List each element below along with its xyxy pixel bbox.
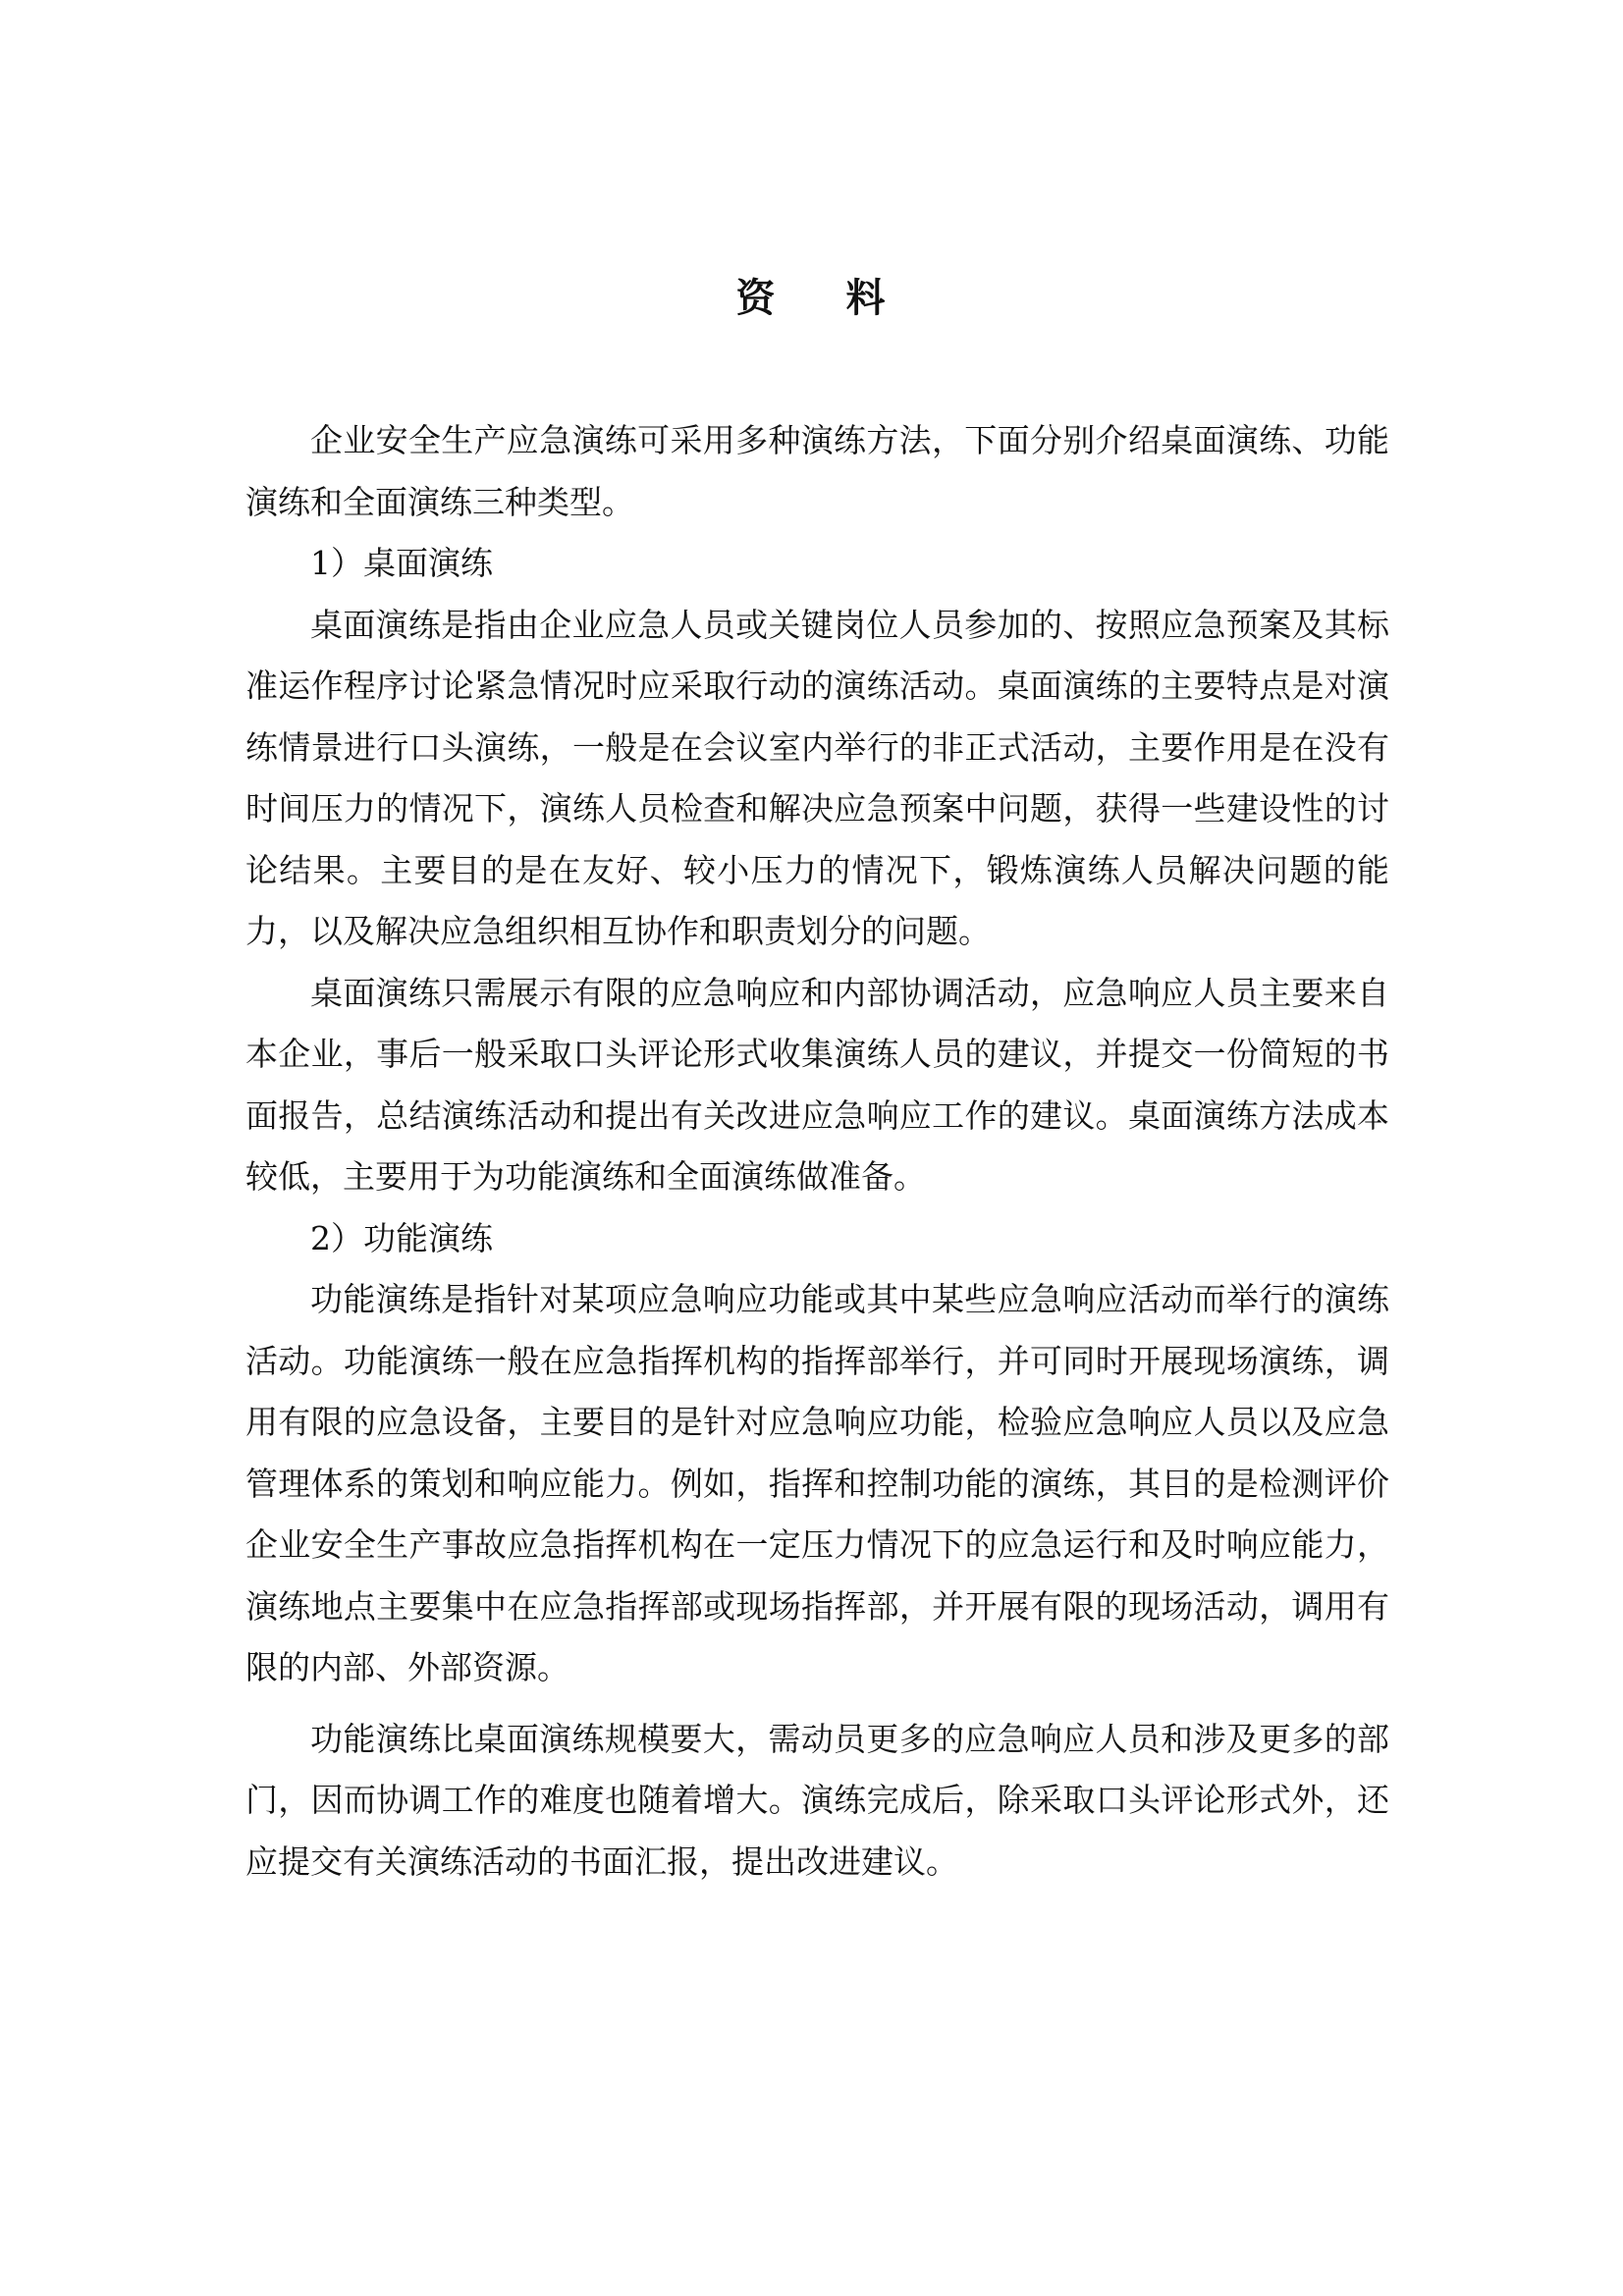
title-char-2: 料 [845,275,888,321]
tabletop-paragraph-1: 桌面演练是指由企业应急人员或关键岗位人员参加的、按照应急预案及其标准运作程序讨论紧急情况时应采取行动的演练活动。桌面演练的主要特点是对演练情景进行口头演练，一般是在会议室内举行的非正式活动，主要作用是在没有时间压力的情况下，演练人员检查和解决应急预案中问题，获得一些建设性的讨论结果。主要目的是在友好、较小压力的情况下，锻炼演练人员解决问题的能力，以及解决应急组织相互协作和职责划分的问题。 [245,605,1389,950]
functional-paragraph-1: 功能演练是指针对某项应急响应功能或其中某些应急响应活动而举行的演练活动。功能演练一般在应急指挥机构的指挥部举行，并可同时开展现场演练，调用有限的应急设备，主要目的是针对应急响应功能，检验应急响应人员以及应急管理体系的策划和响应能力。例如，指挥和控制功能的演练，其目的是检测评价企业安全生产事故应急指挥机构在一定压力情况下的应急运行和及时响应能力，演练地点主要集中在应急指挥部或现场指挥部，并开展有限的现场活动，调用有限的内部、外部资源。 [245,1280,1389,1686]
functional-paragraph-2: 功能演练比桌面演练规模要大，需动员更多的应急响应人员和涉及更多的部门，因而协调工作的难度也随着增大。演练完成后，除采取口头评论形式外，还应提交有关演练活动的书面汇报，提出改进建议。 [245,1719,1389,1881]
tabletop-paragraph-2: 桌面演练只需展示有限的应急响应和内部协调活动，应急响应人员主要来自本企业，事后一般采取口头评论形式收集演练人员的建议，并提交一份简短的书面报告，总结演练活动和提出有关改进应急响应工作的建议。桌面演练方法成本较低，主要用于为功能演练和全面演练做准备。 [245,973,1389,1196]
section-heading-tabletop: 1）桌面演练 [310,544,493,582]
document-body [245,410,1389,1893]
title-char-1: 资 [735,275,778,321]
section-heading-functional: 2）功能演练 [310,1218,493,1257]
intro-paragraph: 企业安全生产应急演练可采用多种演练方法，下面分别介绍桌面演练、功能演练和全面演练三种类型。 [245,421,1389,521]
page-title [0,269,1623,328]
